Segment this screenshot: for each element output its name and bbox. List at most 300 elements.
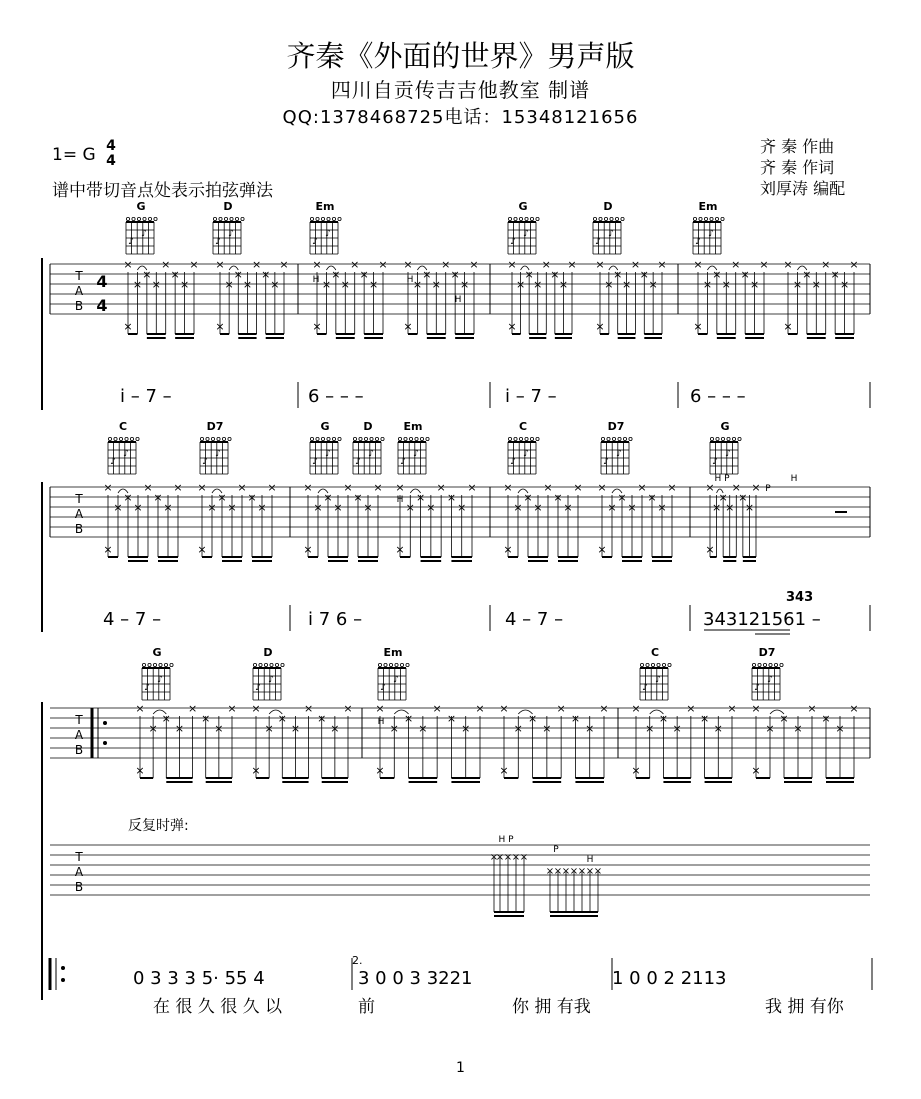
strum-x: × [718, 491, 728, 504]
strum-x: × [550, 268, 560, 281]
jianpu-measure: 1 0 0 2 2113 [612, 968, 727, 989]
studio-line: 四川自贡传吉吉他教室 制谱 [330, 78, 591, 102]
open-string-mark [508, 437, 511, 440]
chord-finger: ♪ [368, 449, 374, 459]
strum-x: × [233, 268, 243, 281]
chord-finger: ♪ [110, 457, 116, 467]
chord-finger: ♪ [642, 683, 648, 693]
open-string-mark [143, 217, 146, 220]
strum-x: × [597, 481, 607, 494]
chord-name: Em [403, 420, 423, 433]
strum-x: × [459, 278, 470, 291]
tab-letter-b: B [74, 522, 84, 536]
open-string-mark [364, 437, 367, 440]
chord-finger: ♪ [767, 675, 773, 685]
open-string-mark [415, 437, 418, 440]
strum-x: × [725, 501, 735, 514]
chord-finger: ♪ [510, 457, 516, 467]
chord-name: G [720, 420, 730, 433]
strum-x: × [163, 501, 173, 514]
strum-x: × [436, 481, 446, 494]
strum-x: × [499, 764, 509, 777]
open-string-mark [514, 217, 517, 220]
repeat-x: × [511, 852, 521, 863]
open-string-mark [693, 217, 696, 220]
strum-x: × [350, 258, 360, 271]
strum-x: × [375, 764, 385, 777]
strum-x: × [217, 491, 227, 504]
repeat-label: 反复时弹: [128, 818, 189, 834]
repeat-x: × [585, 866, 595, 877]
strum-x: × [849, 702, 859, 715]
strum-x: × [705, 481, 715, 494]
chord-name: G [152, 646, 162, 659]
open-string-mark [310, 437, 313, 440]
open-string-mark [200, 437, 203, 440]
repeat-dot [61, 966, 65, 970]
chord-finger: ♪ [523, 449, 529, 459]
strum-x: × [207, 501, 217, 514]
strum-x: × [242, 278, 253, 291]
open-string-mark [536, 437, 539, 440]
open-string-mark [758, 663, 761, 666]
repeat-x: × [503, 852, 513, 863]
open-string-mark [612, 437, 615, 440]
open-string-mark [769, 663, 772, 666]
tab-letter-b: B [74, 299, 84, 313]
strum-x: × [317, 712, 327, 725]
open-string-mark [338, 217, 341, 220]
tab-letter-t: T [75, 850, 83, 864]
strum-x: × [731, 481, 741, 494]
open-string-mark [395, 663, 398, 666]
strum-x: × [503, 481, 513, 494]
chord-finger: ♪ [202, 457, 208, 467]
chord-finger: ♪ [325, 449, 331, 459]
open-string-mark [646, 663, 649, 666]
tab-time-bottom: 4 [96, 296, 108, 315]
strum-x: × [403, 258, 413, 271]
strum-x: × [749, 278, 760, 291]
strum-x: × [705, 543, 715, 556]
strum-x: × [279, 258, 289, 271]
chord-finger: ♪ [708, 229, 714, 239]
open-string-mark [310, 217, 313, 220]
strum-x: × [721, 278, 731, 291]
chord-name: G [518, 200, 528, 213]
strum-x: × [702, 278, 713, 291]
chord-name: D [603, 200, 613, 213]
strum-x: × [849, 258, 859, 271]
volta-mark: 2. [352, 954, 363, 967]
open-string-mark [601, 437, 604, 440]
arranger-credit: 刘厚涛 编配 [760, 179, 846, 198]
chord-name: D7 [206, 420, 224, 433]
strum-x: × [585, 722, 595, 735]
open-string-mark [618, 437, 621, 440]
strum-x: × [563, 501, 573, 514]
chord-finger: ♪ [695, 237, 701, 247]
chord-finger: ♪ [523, 229, 529, 239]
strum-x: × [533, 278, 543, 291]
tab-letter-a: A [74, 507, 84, 521]
strum-x: × [713, 722, 723, 735]
open-string-mark [657, 663, 660, 666]
strum-x: × [227, 702, 237, 715]
strum-x: × [173, 481, 183, 494]
chord-finger: ♪ [141, 229, 147, 239]
strum-x: × [693, 320, 703, 333]
chord-finger: ♪ [312, 237, 318, 247]
open-string-mark [148, 663, 151, 666]
tab-letter-t: T [75, 713, 83, 727]
chord-finger: ♪ [144, 683, 150, 693]
strum-x: × [657, 501, 667, 514]
open-string-mark [253, 663, 256, 666]
jianpu-measure: i – 7 – [120, 386, 172, 407]
contact-line: QQ:1378468725电话：15348121656 [282, 107, 639, 128]
strum-x: × [132, 278, 143, 291]
open-string-mark [715, 217, 718, 220]
strum-x: × [378, 258, 388, 271]
strum-x: × [469, 258, 479, 271]
open-string-mark [508, 217, 511, 220]
strum-x: × [303, 702, 314, 715]
strum-x: × [637, 481, 647, 494]
strum-x: × [251, 702, 261, 715]
open-string-mark [359, 437, 362, 440]
chord-finger: ♪ [400, 457, 406, 467]
chord-finger: ♪ [595, 237, 601, 247]
open-string-mark [270, 663, 273, 666]
chord-finger: ♪ [157, 675, 163, 685]
strum-x: × [432, 702, 442, 715]
open-string-mark [732, 437, 735, 440]
open-string-mark [426, 437, 429, 440]
open-string-mark [206, 437, 209, 440]
tab-letter-b: B [74, 743, 84, 757]
tab-letter-t: T [75, 269, 83, 283]
strum-x: × [153, 491, 163, 504]
open-string-mark [710, 217, 713, 220]
strum-x: × [143, 481, 153, 494]
strum-x: × [103, 543, 113, 556]
strum-x: × [553, 491, 563, 504]
strum-x: × [597, 543, 607, 556]
open-string-mark [264, 663, 267, 666]
open-string-mark [514, 437, 517, 440]
strum-x: × [821, 712, 831, 725]
strum-x: × [523, 491, 533, 504]
open-string-mark [338, 437, 341, 440]
strum-x: × [567, 258, 577, 271]
open-string-mark [132, 217, 135, 220]
strum-x: × [507, 320, 517, 333]
open-string-mark [114, 437, 117, 440]
strum-x: × [395, 543, 405, 556]
strum-x: × [224, 278, 234, 291]
chord-name: G [136, 200, 146, 213]
strum-x: × [631, 702, 641, 715]
chord-finger: ♪ [355, 457, 361, 467]
strum-x: × [793, 722, 803, 735]
strum-x: × [446, 491, 457, 504]
strum-x: × [639, 268, 649, 281]
open-string-mark [704, 217, 707, 220]
open-string-mark [153, 663, 156, 666]
chord-finger: ♪ [128, 237, 134, 247]
strum-x: × [257, 501, 267, 514]
open-string-mark [228, 437, 231, 440]
open-string-mark [710, 437, 713, 440]
chord-name: Em [383, 646, 403, 659]
chord-name: D7 [758, 646, 776, 659]
open-string-mark [593, 217, 596, 220]
strum-x: × [237, 481, 247, 494]
strum-x: × [647, 491, 657, 504]
strum-x: × [686, 702, 696, 715]
strum-x: × [441, 258, 451, 271]
strum-x: × [353, 491, 363, 504]
open-string-mark [404, 437, 407, 440]
strum-x: × [227, 501, 237, 514]
strum-x: × [744, 501, 755, 514]
open-string-mark [640, 663, 643, 666]
strum-x: × [343, 481, 353, 494]
open-string-mark [241, 217, 244, 220]
strum-x: × [667, 481, 677, 494]
open-string-mark [727, 437, 730, 440]
strum-x: × [527, 712, 538, 725]
open-string-mark [219, 217, 222, 220]
strum-x: × [811, 278, 821, 291]
open-string-mark [699, 217, 702, 220]
repeat-dot [61, 978, 65, 982]
strum-x: × [727, 702, 737, 715]
open-string-mark [316, 217, 319, 220]
upper-notes: 343 [786, 590, 814, 605]
chord-name: D [263, 646, 273, 659]
strum-x: × [627, 501, 637, 514]
lyric-line: 前 [358, 997, 375, 1017]
hammer-pull-mark: H P [498, 835, 514, 845]
chord-finger: ♪ [608, 229, 614, 239]
open-string-mark [398, 437, 401, 440]
strum-x: × [422, 268, 432, 281]
lyric-line: 在 很 久 很 久 以 [153, 997, 283, 1017]
open-string-mark [400, 663, 403, 666]
chord-name: Em [315, 200, 335, 213]
tab-letter-b: B [74, 880, 84, 894]
strum-x: × [133, 501, 143, 514]
open-string-mark [621, 217, 624, 220]
open-string-mark [148, 217, 151, 220]
strum-x: × [403, 712, 414, 725]
strum-x: × [312, 258, 322, 271]
jianpu-measure: 343121561 – [703, 609, 821, 630]
strum-x: × [738, 491, 748, 504]
open-string-mark [721, 217, 724, 220]
strum-x: × [174, 722, 185, 735]
strum-x: × [373, 481, 383, 494]
strum-x: × [431, 278, 441, 291]
strum-x: × [323, 491, 333, 504]
chord-finger: ♪ [312, 457, 318, 467]
open-string-mark [353, 437, 356, 440]
strum-x: × [290, 722, 301, 735]
chord-finger: ♪ [215, 237, 221, 247]
chord-name: Em [698, 200, 718, 213]
hammer-pull-mark: H P [714, 474, 730, 484]
strum-x: × [693, 258, 703, 271]
strum-x: × [368, 278, 379, 291]
strum-x: × [499, 702, 509, 715]
open-string-mark [668, 663, 671, 666]
open-string-mark [763, 663, 766, 666]
strum-x: × [630, 258, 641, 271]
open-string-mark [321, 437, 324, 440]
repeat-x: × [593, 866, 603, 877]
strum-x: × [161, 258, 171, 271]
chord-finger: ♪ [380, 683, 386, 693]
strum-x: × [533, 501, 543, 514]
open-string-mark [332, 437, 335, 440]
strum-x: × [821, 258, 831, 271]
strum-x: × [731, 258, 741, 271]
strum-x: × [672, 722, 682, 735]
open-string-mark [137, 217, 140, 220]
open-string-mark [130, 437, 133, 440]
open-string-mark [217, 437, 220, 440]
chord-name: D7 [607, 420, 625, 433]
chord-name: C [518, 420, 528, 433]
strum-x: × [151, 278, 161, 291]
chord-finger: ♪ [616, 449, 622, 459]
strum-x: × [783, 258, 793, 271]
strum-x: × [658, 712, 669, 725]
strum-x: × [251, 764, 261, 777]
strum-x: × [765, 722, 775, 735]
strum-x: × [197, 481, 207, 494]
strum-x: × [214, 722, 224, 735]
strum-x: × [617, 491, 627, 504]
open-string-mark [607, 437, 610, 440]
lyric-line: 我 拥 有你 [765, 997, 844, 1017]
open-string-mark [327, 437, 330, 440]
strum-x: × [313, 501, 323, 514]
chord-finger: ♪ [268, 675, 274, 685]
strum-x: × [595, 258, 605, 271]
strum-x: × [807, 702, 817, 715]
open-string-mark [716, 437, 719, 440]
strum-x: × [312, 320, 322, 333]
chord-name: D [223, 200, 233, 213]
open-string-mark [142, 663, 145, 666]
repeat-x: × [489, 852, 499, 863]
open-string-mark [170, 663, 173, 666]
strum-x: × [542, 722, 552, 735]
strum-x: × [321, 278, 332, 291]
chord-finger: ♪ [413, 449, 419, 459]
strum-x: × [450, 268, 460, 281]
jianpu-measure: 0 3 3 3 5· 55 4 [133, 968, 265, 989]
open-string-mark [604, 217, 607, 220]
strum-x: × [631, 764, 641, 777]
open-string-mark [738, 437, 741, 440]
strum-x: × [179, 278, 190, 291]
strum-x: × [759, 258, 769, 271]
strum-x: × [657, 258, 667, 271]
strum-x: × [264, 722, 274, 735]
open-string-mark [780, 663, 783, 666]
strum-x: × [839, 278, 850, 291]
strum-x: × [645, 722, 655, 735]
open-string-mark [281, 663, 284, 666]
strum-x: × [835, 722, 845, 735]
strum-x: × [503, 543, 513, 556]
strum-x: × [711, 501, 722, 514]
repeat-x: × [569, 866, 579, 877]
time-bottom: 4 [106, 153, 116, 169]
strum-x: × [446, 712, 457, 725]
strum-x: × [461, 722, 471, 735]
strum-x: × [524, 268, 534, 281]
strum-x: × [247, 491, 257, 504]
pull-mark: P [553, 845, 559, 855]
composer-credit: 齐 秦 作曲 [760, 137, 835, 156]
open-string-mark [222, 437, 225, 440]
chord-name: C [118, 420, 128, 433]
strum-x: × [303, 543, 313, 556]
hammer-mark: H [312, 275, 320, 285]
strum-x: × [543, 481, 553, 494]
strum-x: × [261, 268, 271, 281]
strum-x: × [740, 268, 750, 281]
repeat-dot [103, 721, 107, 725]
strum-x: × [270, 278, 280, 291]
open-string-mark [651, 663, 654, 666]
open-string-mark [389, 663, 392, 666]
strum-x: × [389, 722, 399, 735]
chord-name: D [363, 420, 373, 433]
strum-x: × [556, 702, 566, 715]
open-string-mark [406, 663, 409, 666]
open-string-mark [409, 437, 412, 440]
chord-name: G [320, 420, 330, 433]
pull-mark: P [765, 484, 771, 494]
open-string-mark [378, 663, 381, 666]
strum-x: × [135, 702, 145, 715]
open-string-mark [599, 217, 602, 220]
key-signature: 1= G [52, 145, 96, 165]
strum-x: × [599, 702, 609, 715]
hammer-mark: H [586, 855, 594, 865]
strum-x: × [201, 712, 211, 725]
open-string-mark [211, 437, 214, 440]
chord-finger: ♪ [725, 449, 731, 459]
strum-x: × [415, 491, 426, 504]
technique-note: 谱中带切音点处表示拍弦弹法 [52, 181, 273, 201]
strum-x: × [418, 722, 428, 735]
open-string-mark [136, 437, 139, 440]
strum-x: × [457, 501, 467, 514]
open-string-mark [108, 437, 111, 440]
hammer-mark: H [396, 495, 404, 505]
page-title: 齐秦《外面的世界》男声版 [286, 39, 635, 73]
open-string-mark [525, 437, 528, 440]
open-string-mark [126, 217, 129, 220]
open-string-mark [519, 217, 522, 220]
